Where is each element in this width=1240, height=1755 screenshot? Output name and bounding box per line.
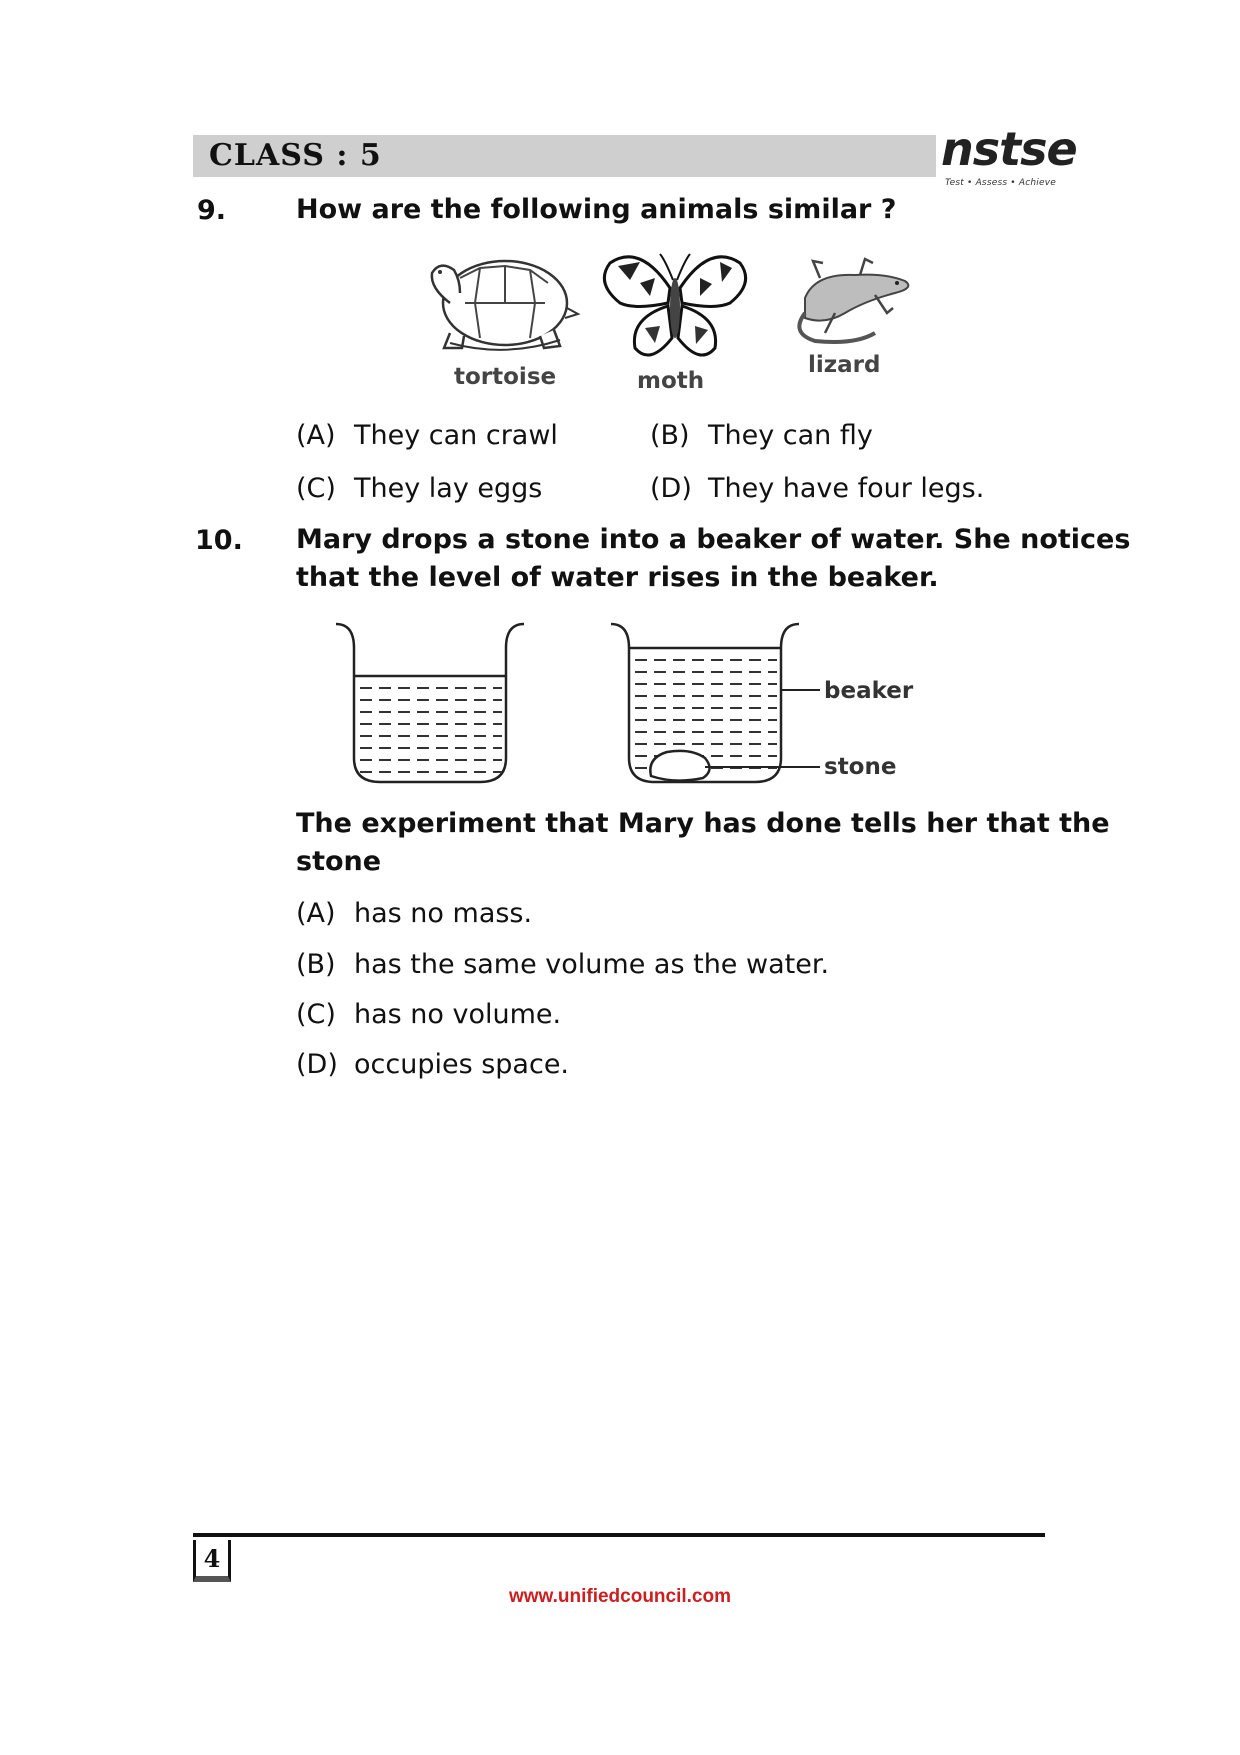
logo-tagline: Test • Assess • Achieve — [945, 178, 1056, 188]
option-text: has the same volume as the water. — [354, 949, 830, 980]
option-letter: (D) — [296, 1049, 338, 1080]
question-10-followup-line2: stone — [296, 846, 382, 877]
moth-illustration — [604, 254, 745, 355]
question-9-option-a[interactable] — [296, 420, 558, 451]
option-letter: (A) — [296, 898, 336, 929]
question-10-text-line1: Mary drops a stone into a beaker of water. She notices — [296, 524, 1131, 555]
option-text: has no volume. — [354, 999, 562, 1030]
footer-rule — [193, 1533, 1045, 1537]
stone-label: stone — [824, 754, 897, 780]
moth-caption: moth — [637, 368, 705, 394]
lizard-caption: lizard — [808, 352, 881, 378]
option-letter: (C) — [296, 999, 336, 1030]
class-label: CLASS : 5 — [209, 138, 382, 173]
nstse-logo: nstse — [941, 122, 1077, 176]
page-number: 4 — [203, 1544, 221, 1573]
tortoise-caption: tortoise — [454, 364, 557, 390]
option-letter: (D) — [650, 473, 692, 504]
tortoise-illustration — [432, 261, 578, 350]
question-10-option-a[interactable] — [296, 898, 532, 929]
question-10-option-c[interactable] — [296, 999, 561, 1030]
beaker-before — [336, 624, 524, 782]
lizard-illustration — [799, 259, 908, 342]
question-9-option-b[interactable] — [650, 420, 873, 451]
beaker-label: beaker — [824, 678, 914, 704]
website-link[interactable]: www.unifiedcouncil.com — [508, 1586, 732, 1607]
question-10-option-d[interactable] — [296, 1049, 569, 1080]
option-text: They can fly — [708, 420, 873, 451]
option-text: occupies space. — [354, 1049, 570, 1080]
question-9-option-c[interactable] — [296, 473, 542, 504]
question-10-text-line2: that the level of water rises in the beaker. — [296, 562, 939, 593]
option-text: They lay eggs — [354, 473, 543, 504]
question-10-option-b[interactable] — [296, 949, 829, 980]
option-text: They have four legs. — [708, 473, 985, 504]
option-text: They can crawl — [354, 420, 558, 451]
question-9-option-d[interactable] — [650, 473, 984, 504]
option-letter: (B) — [296, 949, 336, 980]
question-9-number: 9. — [197, 195, 227, 226]
question-10-followup-line1: The experiment that Mary has done tells her that the — [296, 808, 1110, 839]
option-letter: (A) — [296, 420, 336, 451]
question-9-text: How are the following animals similar ? — [296, 194, 897, 225]
option-letter: (B) — [650, 420, 690, 451]
option-text: has no mass. — [354, 898, 533, 929]
beaker-after — [611, 624, 820, 782]
option-letter: (C) — [296, 473, 336, 504]
beaker-diagram — [330, 620, 850, 790]
question-10-number: 10. — [195, 525, 243, 556]
